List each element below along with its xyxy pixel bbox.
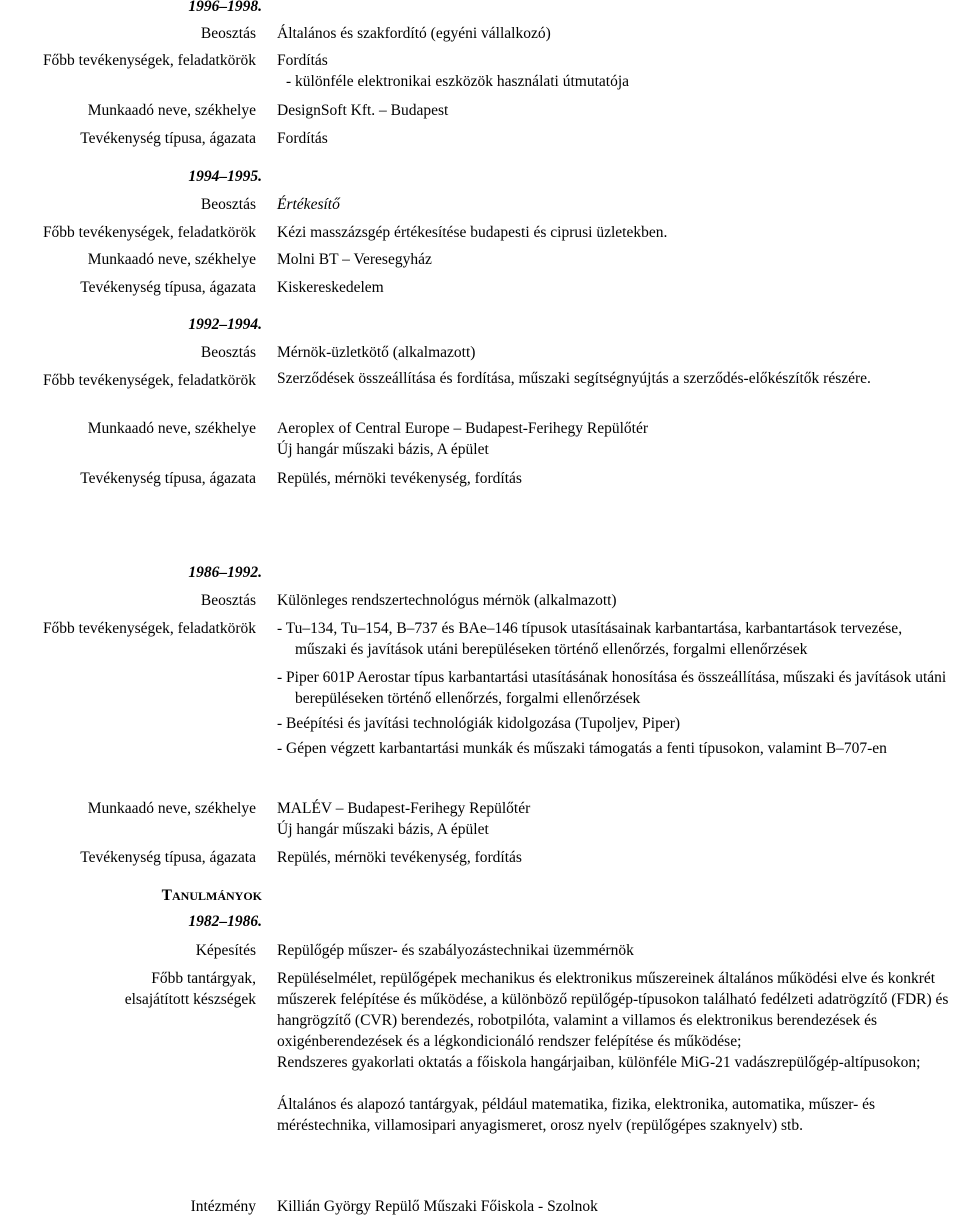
position-label: Beosztás xyxy=(200,344,256,361)
subjects-paragraph: Repüléselmélet, repülőgépek mechanikus és elektronikus műszereinek általános működési elve és konkrét műszerek felépítése és működése, a különböző repülőgép-típusokon található fedélzeti adatrögzítő (FDR) és hangrögzítő (CVR) berendezés, robotpilóta, valamint a villamos és elektronikus berendezések és oxigénberendezések és a légkondicionáló rendszer felépítése és működése; xyxy=(277,970,949,1050)
sector-value: Repülés, mérnöki tevékenység, fordítás xyxy=(277,849,522,866)
employer-line: Új hangár műszaki bázis, A épület xyxy=(277,441,489,458)
sector-label: Tevékenység típusa, ágazata xyxy=(80,130,256,147)
position-value: Értékesítő xyxy=(277,196,340,213)
activities-label: Főbb tevékenységek, feladatkörök xyxy=(42,372,256,389)
subjects-value xyxy=(277,968,952,1136)
sector-label: Tevékenység típusa, ágazata xyxy=(80,849,256,866)
activities-value xyxy=(277,50,952,92)
employer-line: MALÉV – Budapest-Ferihegy Repülőtér xyxy=(277,800,531,817)
position-label: Beosztás xyxy=(200,25,256,42)
employer-label: Munkaadó neve, székhelye xyxy=(87,102,256,119)
activity-bullet: - Beépítési és javítási technológiák kidolgozása (Tupoljev, Piper) xyxy=(277,715,681,732)
employer-label: Munkaadó neve, székhelye xyxy=(87,251,256,268)
employer-label: Munkaadó neve, székhelye xyxy=(87,800,256,817)
position-label: Beosztás xyxy=(200,592,256,609)
subjects-label xyxy=(0,968,256,1010)
activities-value: Kézi masszázsgép értékesítése budapesti és ciprusi üzletekben. xyxy=(277,224,668,241)
position-value: Általános és szakfordító (egyéni vállalkozó) xyxy=(277,25,551,42)
activities-text: Szerződések összeállítása és fordítása, műszaki segítségnyújtás a szerződés-előkészítők részére. xyxy=(277,370,871,387)
education-heading-rest: ANULMÁNYOK xyxy=(172,889,262,903)
sector-value: Fordítás xyxy=(277,130,328,147)
activities-line: - különféle elektronikai eszközök használati útmutatója xyxy=(286,73,630,90)
institution-value: Killián György Repülő Műszaki Főiskola - Szolnok xyxy=(277,1198,598,1215)
activities-value xyxy=(277,618,952,759)
activity-bullet: - Tu–134, Tu–154, B–737 és BAe–146 típusok utasításainak karbantartása, karbantartások tervezése, műszaki és javítások utáni berepüléseken történő ellenőrzés, forgalmi ellenőrzések xyxy=(277,620,903,658)
period-label: 1986–1992. xyxy=(188,564,262,581)
sector-value: Kiskereskedelem xyxy=(277,279,384,296)
activities-label: Főbb tevékenységek, feladatkörök xyxy=(42,620,256,637)
subjects-paragraph: Általános és alapozó tantárgyak, például matematika, fizika, elektronika, automatika, műszer- és méréstechnika, villamosipari anyagismeret, orosz nyelv (repülőgépes szaknyelv) stb. xyxy=(277,1096,876,1134)
activities-label: Főbb tevékenységek, feladatkörök xyxy=(42,224,256,241)
activities-label: Főbb tevékenységek, feladatkörök xyxy=(42,52,256,69)
employer-label: Munkaadó neve, székhelye xyxy=(87,420,256,437)
qualification-label: Képesítés xyxy=(195,942,256,959)
education-heading-initial: T xyxy=(161,887,172,904)
period-label: 1996–1998. xyxy=(188,0,262,15)
period-label: 1992–1994. xyxy=(188,316,262,333)
sector-label: Tevékenység típusa, ágazata xyxy=(80,279,256,296)
position-value: Különleges rendszertechnológus mérnök (alkalmazott) xyxy=(277,592,617,609)
subjects-label-line: Főbb tantárgyak, xyxy=(151,970,256,987)
sector-label: Tevékenység típusa, ágazata xyxy=(80,470,256,487)
employer-line: Új hangár műszaki bázis, A épület xyxy=(277,821,489,838)
position-label: Beosztás xyxy=(200,196,256,213)
activity-bullet: - Piper 601P Aerostar típus karbantartási utasításának honosítása és összeállítása, műszaki és javítások utáni berepüléseken történő ellenőrzés, forgalmi ellenőrzések xyxy=(277,669,947,707)
subjects-label-line: elsajátított készségek xyxy=(124,991,256,1008)
institution-label: Intézmény xyxy=(190,1198,256,1215)
activities-value xyxy=(277,370,952,388)
position-value: Mérnök-üzletkötő (alkalmazott) xyxy=(277,344,476,361)
activities-line: Fordítás xyxy=(277,52,328,69)
employer-value: Molni BT – Veresegyház xyxy=(277,251,432,268)
employer-value xyxy=(277,418,952,460)
employer-value xyxy=(277,798,952,840)
period-label: 1982–1986. xyxy=(188,913,262,930)
period-label: 1994–1995. xyxy=(188,168,262,185)
employer-line: Aeroplex of Central Europe – Budapest-Ferihegy Repülőtér xyxy=(277,420,649,437)
employer-value: DesignSoft Kft. – Budapest xyxy=(277,102,449,119)
qualification-value: Repülőgép műszer- és szabályozástechnikai üzemmérnök xyxy=(277,942,634,959)
education-heading xyxy=(0,885,262,907)
sector-value: Repülés, mérnöki tevékenység, fordítás xyxy=(277,470,522,487)
subjects-paragraph: Rendszeres gyakorlati oktatás a főiskola hangárjaiban, különféle MiG-21 vadászrepülőgép-altípusokon; xyxy=(277,1054,921,1071)
activity-bullet: - Gépen végzett karbantartási munkák és műszaki támogatás a fenti típusokon, valamint B–707-en xyxy=(277,740,887,757)
